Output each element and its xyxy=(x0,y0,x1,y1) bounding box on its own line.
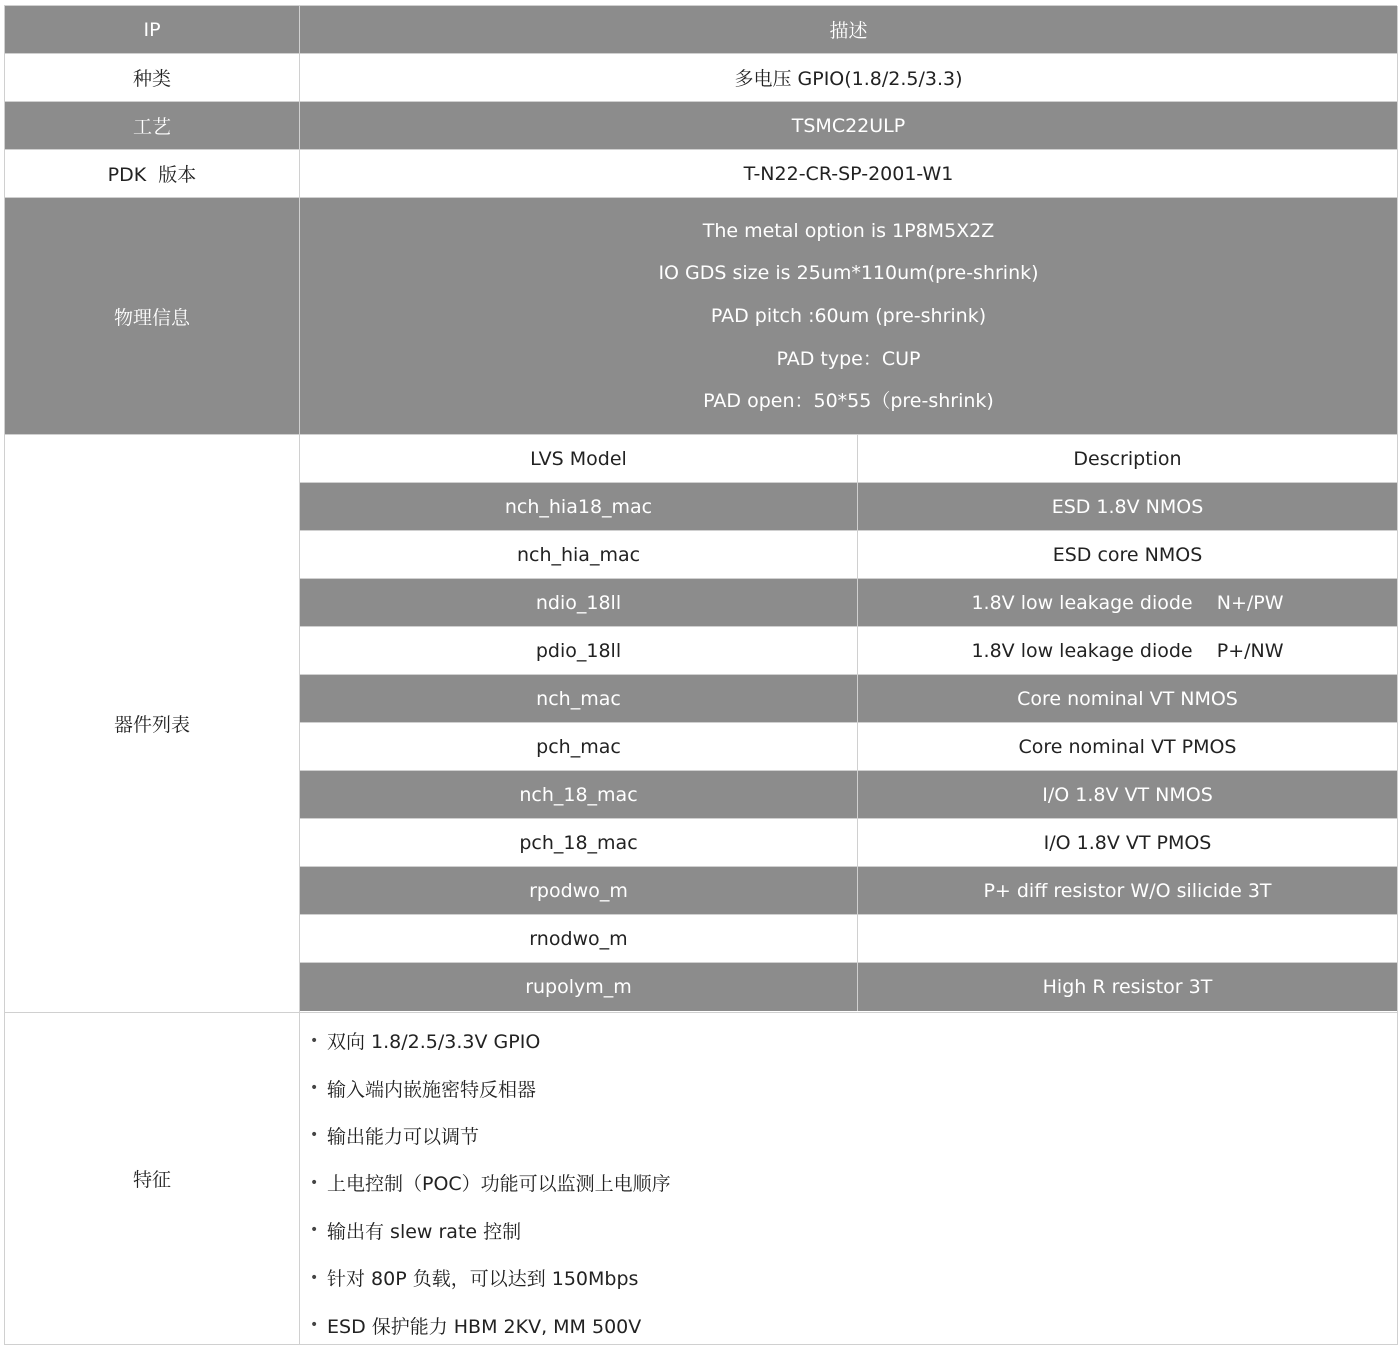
device-desc-cell: High R resistor 3T xyxy=(858,963,1397,1011)
header-description-cell: 描述 xyxy=(300,6,1398,54)
device-model-cell: pdio_18ll xyxy=(300,627,858,675)
bullet-icon: • xyxy=(310,1032,319,1049)
feature-text: 上电控制（POC）功能可以监测上电顺序 xyxy=(327,1173,671,1196)
device-model-cell: pch_18_mac xyxy=(300,819,858,867)
bullet-icon: • xyxy=(310,1127,319,1144)
device-desc-cell xyxy=(858,915,1397,963)
device-model-cell: rnodwo_m xyxy=(300,915,858,963)
bullet-icon: • xyxy=(310,1222,319,1239)
device-desc-cell: 1.8V low leakage diode P+/NW xyxy=(858,627,1397,675)
table-grid xyxy=(4,5,1397,1345)
bullet-icon: • xyxy=(310,1080,319,1097)
feature-item xyxy=(310,1301,1397,1348)
features-label: 特征 xyxy=(5,1013,300,1345)
process-label: 工艺 xyxy=(5,102,300,150)
feature-item xyxy=(310,1112,1397,1159)
feature-text: 输出有 slew rate 控制 xyxy=(327,1220,522,1243)
physical-values xyxy=(300,198,1398,435)
process-value: TSMC22ULP xyxy=(300,102,1398,150)
physical-line: IO GDS size is 25um*110um(pre-shrink) xyxy=(658,262,1039,285)
kind-label: 种类 xyxy=(5,54,300,102)
device-desc-cell: 1.8V low leakage diode N+/PW xyxy=(858,579,1397,627)
feature-item xyxy=(310,1207,1397,1254)
bullet-icon: • xyxy=(310,1174,319,1191)
pdk-label-text: PDK 版本 xyxy=(107,164,197,186)
device-model-cell: rpodwo_m xyxy=(300,867,858,915)
kind-value: 多电压 GPIO(1.8/2.5/3.3) xyxy=(300,54,1398,102)
header-ip-cell: IP xyxy=(5,6,300,54)
ip-spec-table xyxy=(4,5,1397,1345)
device-model-cell: rupolym_m xyxy=(300,963,858,1011)
feature-text: 针对 80P 负载，可以达到 150Mbps xyxy=(327,1268,639,1291)
devices-subtable xyxy=(300,435,1398,1013)
device-model-cell: nch_18_mac xyxy=(300,771,858,819)
device-model-cell: ndio_18ll xyxy=(300,579,858,627)
device-desc-cell: Core nominal VT NMOS xyxy=(858,675,1397,723)
features-list xyxy=(300,1017,1397,1349)
feature-text: ESD 保护能力 HBM 2KV, MM 500V xyxy=(327,1315,642,1338)
devices-header-model: LVS Model xyxy=(300,435,858,483)
feature-item xyxy=(310,1017,1397,1064)
device-model-cell: nch_hia18_mac xyxy=(300,483,858,531)
device-desc-cell: I/O 1.8V VT NMOS xyxy=(858,771,1397,819)
device-desc-cell: ESD core NMOS xyxy=(858,531,1397,579)
feature-text: 输入端内嵌施密特反相器 xyxy=(327,1078,537,1101)
feature-text: 输出能力可以调节 xyxy=(327,1125,480,1148)
feature-item xyxy=(310,1064,1397,1111)
physical-line: PAD type：CUP xyxy=(776,347,921,370)
feature-item xyxy=(310,1254,1397,1301)
device-desc-cell: I/O 1.8V VT PMOS xyxy=(858,819,1397,867)
physical-line: PAD pitch :60um (pre-shrink) xyxy=(710,304,987,327)
device-desc-cell: Core nominal VT PMOS xyxy=(858,723,1397,771)
pdk-label xyxy=(5,150,300,198)
devices-label: 器件列表 xyxy=(5,435,300,1013)
devices-grid xyxy=(300,435,1397,1011)
device-model-cell: nch_hia_mac xyxy=(300,531,858,579)
device-model-cell: nch_mac xyxy=(300,675,858,723)
devices-header-desc: Description xyxy=(858,435,1397,483)
device-desc-cell: P+ diff resistor W/O silicide 3T xyxy=(858,867,1397,915)
feature-item xyxy=(310,1159,1397,1206)
feature-text: 双向 1.8/2.5/3.3V GPIO xyxy=(327,1031,541,1054)
features-values xyxy=(300,1013,1398,1345)
physical-line: The metal option is 1P8M5X2Z xyxy=(702,219,995,242)
physical-label: 物理信息 xyxy=(5,198,300,435)
bullet-icon: • xyxy=(310,1317,319,1334)
device-desc-cell: ESD 1.8V NMOS xyxy=(858,483,1397,531)
bullet-icon: • xyxy=(310,1269,319,1286)
pdk-value: T-N22-CR-SP-2001-W1 xyxy=(300,150,1398,198)
physical-line: PAD open：50*55（pre-shrink) xyxy=(703,390,994,413)
device-model-cell: pch_mac xyxy=(300,723,858,771)
